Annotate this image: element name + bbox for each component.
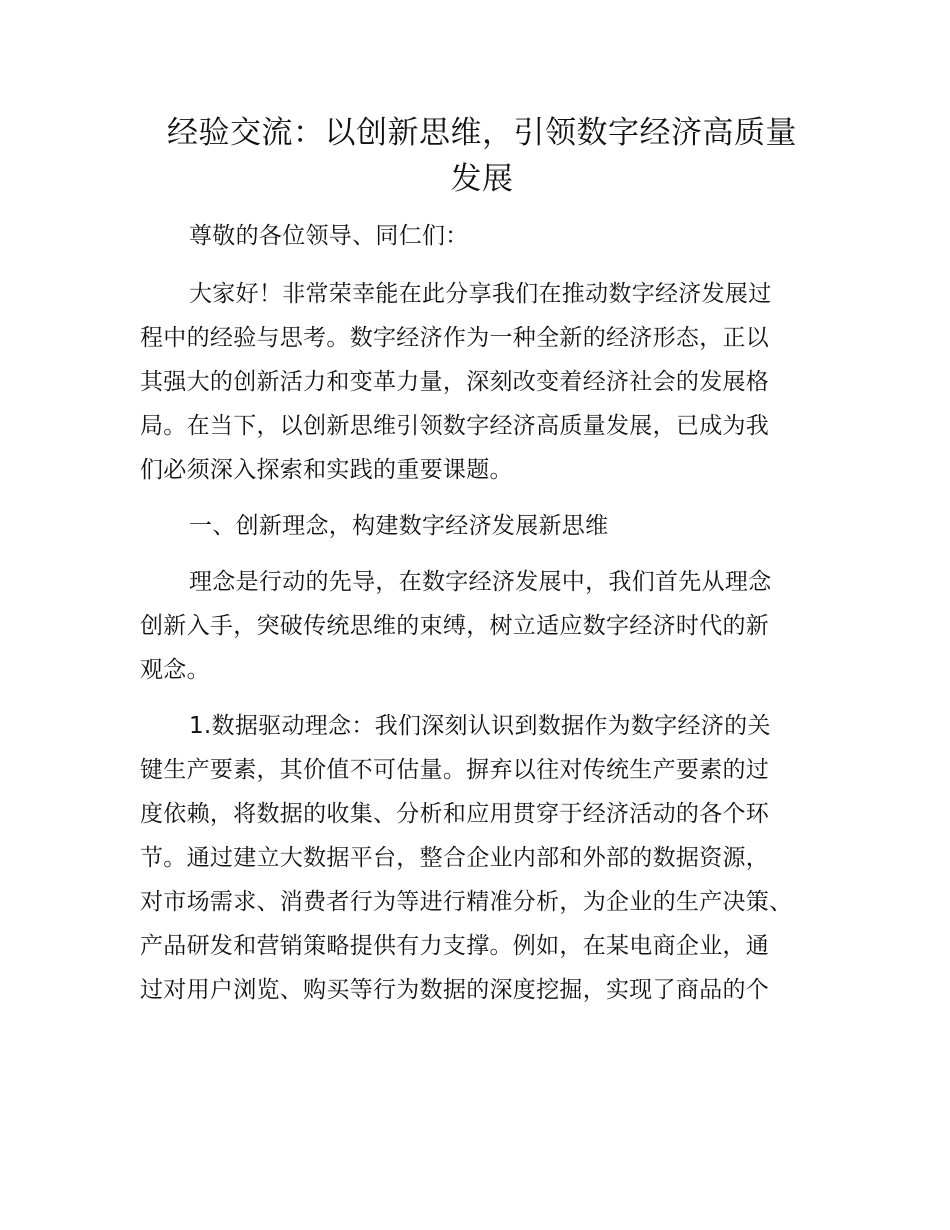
paragraph-line: 其强大的创新活力和变革力量，深刻改变着经济社会的发展格 (140, 369, 770, 395)
section-heading-text: 一、创新理念，构建数字经济发展新思维 (189, 513, 609, 539)
paragraph-line: 产品研发和营销策略提供有力支撑。例如，在某电商企业，通 (140, 933, 770, 959)
concept-paragraph (140, 560, 824, 692)
section-heading (140, 504, 824, 548)
paragraph-line: 理念是行动的先导，在数字经济发展中，我们首先从理念 (189, 569, 772, 595)
salutation (140, 214, 824, 258)
title-line: 发展 (450, 161, 514, 197)
paragraph-line: 对市场需求、消费者行为等进行精准分析，为企业的生产决策、 (140, 889, 793, 915)
title-line: 经验交流：以创新思维，引领数字经济高质量 (167, 115, 797, 151)
paragraph-line: 节。通过建立大数据平台，整合企业内部和外部的数据资源， (140, 845, 770, 871)
paragraph-line: 程中的经验与思考。数字经济作为一种全新的经济形态，正以 (140, 325, 770, 351)
point-1-paragraph (140, 704, 824, 1012)
paragraph-line: 们必须深入探索和实践的重要课题。 (140, 457, 513, 483)
paragraph-line: 局。在当下，以创新思维引领数字经济高质量发展，已成为我 (140, 413, 770, 439)
document-title (140, 110, 824, 202)
paragraph-line: 键生产要素，其价值不可估量。摒弃以往对传统生产要素的过 (140, 757, 770, 783)
intro-paragraph (140, 272, 824, 492)
paragraph-line: 大家好！非常荣幸能在此分享我们在推动数字经济发展过 (189, 281, 772, 307)
document-page (140, 110, 824, 1012)
paragraph-line: 观念。 (140, 657, 210, 683)
paragraph-line: 1.数据驱动理念：我们深刻认识到数据作为数字经济的关 (189, 713, 771, 739)
paragraph-line: 度依赖，将数据的收集、分析和应用贯穿于经济活动的各个环 (140, 801, 770, 827)
paragraph-line: 过对用户浏览、购买等行为数据的深度挖掘，实现了商品的个 (140, 977, 770, 1003)
salutation-text: 尊敬的各位领导、同仁们： (189, 223, 469, 249)
paragraph-line: 创新入手，突破传统思维的束缚，树立适应数字经济时代的新 (140, 613, 770, 639)
